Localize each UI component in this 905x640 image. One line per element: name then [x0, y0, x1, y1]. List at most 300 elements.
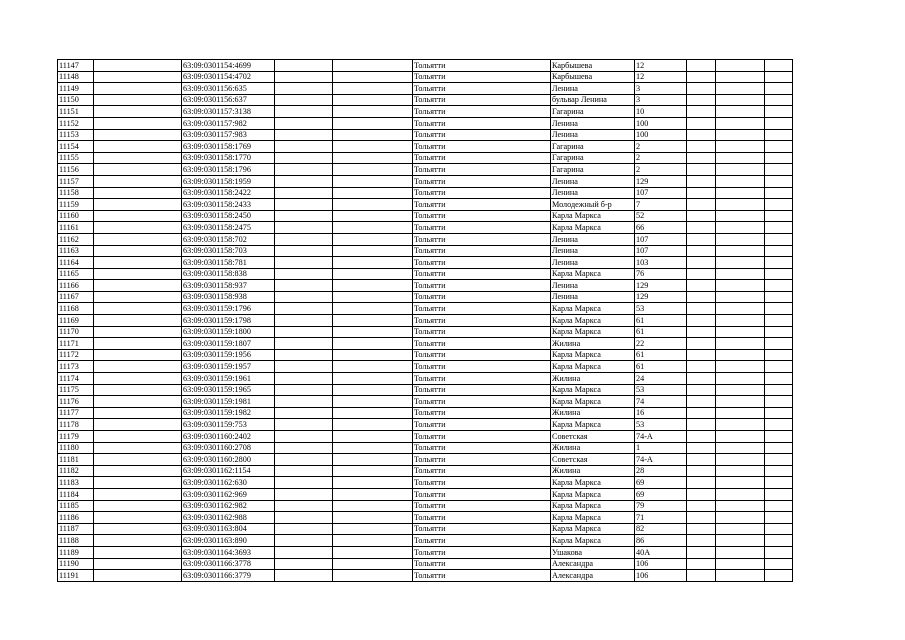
empty-cell	[333, 83, 413, 95]
empty-cell	[94, 106, 182, 118]
street-cell: Ленина	[551, 175, 635, 187]
empty-cell	[687, 268, 716, 280]
street-cell: Карла Маркса	[551, 477, 635, 489]
empty-cell	[716, 338, 765, 350]
empty-cell	[716, 280, 765, 292]
empty-cell	[333, 361, 413, 373]
empty-cell	[716, 546, 765, 558]
row-number-cell: 11170	[58, 326, 94, 338]
table-row	[58, 71, 793, 83]
empty-cell	[687, 419, 716, 431]
cadastral-number-cell: 63:09:0301157:3138	[182, 106, 275, 118]
city-cell: Тольятти	[413, 349, 551, 361]
street-cell: Карла Маркса	[551, 488, 635, 500]
city-cell: Тольятти	[413, 83, 551, 95]
cadastral-number-cell: 63:09:0301154:4699	[182, 60, 275, 72]
table-row	[58, 454, 793, 466]
empty-cell	[765, 71, 793, 83]
empty-cell	[333, 222, 413, 234]
house-number-cell: 2	[635, 152, 687, 164]
empty-cell	[275, 535, 333, 547]
empty-cell	[687, 199, 716, 211]
street-cell: Молодежный б-р	[551, 199, 635, 211]
row-number-cell: 11151	[58, 106, 94, 118]
empty-cell	[687, 454, 716, 466]
empty-cell	[765, 94, 793, 106]
empty-cell	[687, 222, 716, 234]
street-cell: Карла Маркса	[551, 535, 635, 547]
city-cell: Тольятти	[413, 280, 551, 292]
street-cell: Ленина	[551, 257, 635, 269]
city-cell: Тольятти	[413, 175, 551, 187]
row-number-cell: 11177	[58, 407, 94, 419]
table-row	[58, 361, 793, 373]
empty-cell	[716, 94, 765, 106]
cadastral-number-cell: 63:09:0301162:988	[182, 512, 275, 524]
street-cell: Карла Маркса	[551, 210, 635, 222]
street-cell: Ленина	[551, 233, 635, 245]
house-number-cell: 76	[635, 268, 687, 280]
empty-cell	[765, 233, 793, 245]
cadastral-number-cell: 63:09:0301164:3693	[182, 546, 275, 558]
empty-cell	[333, 152, 413, 164]
empty-cell	[275, 268, 333, 280]
empty-cell	[94, 477, 182, 489]
row-number-cell: 11176	[58, 396, 94, 408]
empty-cell	[94, 500, 182, 512]
row-number-cell: 11169	[58, 315, 94, 327]
row-number-cell: 11154	[58, 141, 94, 153]
empty-cell	[94, 245, 182, 257]
empty-cell	[716, 326, 765, 338]
empty-cell	[765, 175, 793, 187]
street-cell: Жилина	[551, 338, 635, 350]
empty-cell	[716, 303, 765, 315]
empty-cell	[765, 199, 793, 211]
empty-cell	[275, 222, 333, 234]
empty-cell	[94, 152, 182, 164]
empty-cell	[275, 512, 333, 524]
house-number-cell: 2	[635, 164, 687, 176]
empty-cell	[94, 465, 182, 477]
city-cell: Тольятти	[413, 373, 551, 385]
empty-cell	[765, 83, 793, 95]
empty-cell	[333, 291, 413, 303]
table-row	[58, 535, 793, 547]
empty-cell	[765, 512, 793, 524]
empty-cell	[687, 106, 716, 118]
empty-cell	[716, 384, 765, 396]
empty-cell	[333, 396, 413, 408]
empty-cell	[687, 500, 716, 512]
empty-cell	[94, 442, 182, 454]
cadastral-number-cell: 63:09:0301159:1956	[182, 349, 275, 361]
city-cell: Тольятти	[413, 535, 551, 547]
city-cell: Тольятти	[413, 488, 551, 500]
row-number-cell: 11156	[58, 164, 94, 176]
empty-cell	[765, 373, 793, 385]
empty-cell	[275, 94, 333, 106]
empty-cell	[765, 535, 793, 547]
city-cell: Тольятти	[413, 570, 551, 582]
empty-cell	[333, 570, 413, 582]
empty-cell	[94, 535, 182, 547]
city-cell: Тольятти	[413, 152, 551, 164]
city-cell: Тольятти	[413, 199, 551, 211]
house-number-cell: 74-А	[635, 431, 687, 443]
empty-cell	[687, 384, 716, 396]
empty-cell	[94, 94, 182, 106]
street-cell: Карла Маркса	[551, 384, 635, 396]
empty-cell	[275, 465, 333, 477]
row-number-cell: 11161	[58, 222, 94, 234]
empty-cell	[94, 257, 182, 269]
street-cell: Александра	[551, 558, 635, 570]
empty-cell	[765, 454, 793, 466]
row-number-cell: 11164	[58, 257, 94, 269]
table-row	[58, 141, 793, 153]
house-number-cell: 28	[635, 465, 687, 477]
empty-cell	[94, 199, 182, 211]
empty-cell	[275, 210, 333, 222]
empty-cell	[716, 442, 765, 454]
empty-cell	[275, 396, 333, 408]
row-number-cell: 11168	[58, 303, 94, 315]
empty-cell	[687, 407, 716, 419]
table-row	[58, 175, 793, 187]
empty-cell	[333, 407, 413, 419]
table-row	[58, 373, 793, 385]
street-cell: Карбышева	[551, 71, 635, 83]
empty-cell	[94, 141, 182, 153]
house-number-cell: 3	[635, 94, 687, 106]
empty-cell	[765, 280, 793, 292]
cadastral-number-cell: 63:09:0301159:753	[182, 419, 275, 431]
city-cell: Тольятти	[413, 117, 551, 129]
empty-cell	[687, 175, 716, 187]
empty-cell	[765, 431, 793, 443]
row-number-cell: 11163	[58, 245, 94, 257]
street-cell: Ленина	[551, 187, 635, 199]
city-cell: Тольятти	[413, 71, 551, 83]
empty-cell	[94, 326, 182, 338]
empty-cell	[94, 361, 182, 373]
table-row	[58, 546, 793, 558]
row-number-cell: 11185	[58, 500, 94, 512]
cadastral-number-cell: 63:09:0301162:982	[182, 500, 275, 512]
empty-cell	[333, 431, 413, 443]
empty-cell	[687, 280, 716, 292]
empty-cell	[333, 187, 413, 199]
empty-cell	[275, 407, 333, 419]
row-number-cell: 11148	[58, 71, 94, 83]
street-cell: Гагарина	[551, 152, 635, 164]
empty-cell	[275, 233, 333, 245]
house-number-cell: 12	[635, 60, 687, 72]
empty-cell	[275, 303, 333, 315]
cadastral-number-cell: 63:09:0301159:1981	[182, 396, 275, 408]
table-body	[58, 60, 793, 582]
row-number-cell: 11180	[58, 442, 94, 454]
cadastral-number-cell: 63:09:0301158:2475	[182, 222, 275, 234]
empty-cell	[687, 396, 716, 408]
empty-cell	[716, 210, 765, 222]
empty-cell	[333, 500, 413, 512]
empty-cell	[275, 141, 333, 153]
street-cell: Гагарина	[551, 106, 635, 118]
house-number-cell: 66	[635, 222, 687, 234]
empty-cell	[765, 442, 793, 454]
empty-cell	[94, 303, 182, 315]
empty-cell	[716, 152, 765, 164]
empty-cell	[687, 570, 716, 582]
cadastral-number-cell: 63:09:0301159:1807	[182, 338, 275, 350]
empty-cell	[94, 315, 182, 327]
empty-cell	[275, 257, 333, 269]
empty-cell	[716, 396, 765, 408]
empty-cell	[765, 152, 793, 164]
cadastral-number-cell: 63:09:0301158:938	[182, 291, 275, 303]
empty-cell	[94, 349, 182, 361]
street-cell: Жилина	[551, 373, 635, 385]
house-number-cell: 2	[635, 141, 687, 153]
row-number-cell: 11182	[58, 465, 94, 477]
row-number-cell: 11188	[58, 535, 94, 547]
empty-cell	[716, 164, 765, 176]
row-number-cell: 11159	[58, 199, 94, 211]
table-row	[58, 396, 793, 408]
empty-cell	[687, 465, 716, 477]
street-cell: Ленина	[551, 245, 635, 257]
cadastral-number-cell: 63:09:0301158:937	[182, 280, 275, 292]
empty-cell	[94, 407, 182, 419]
table-row	[58, 570, 793, 582]
house-number-cell: 100	[635, 129, 687, 141]
street-cell: Жилина	[551, 407, 635, 419]
empty-cell	[765, 210, 793, 222]
city-cell: Тольятти	[413, 407, 551, 419]
table-row	[58, 326, 793, 338]
table-row	[58, 558, 793, 570]
empty-cell	[716, 465, 765, 477]
city-cell: Тольятти	[413, 465, 551, 477]
data-table	[57, 59, 793, 582]
empty-cell	[687, 477, 716, 489]
empty-cell	[275, 164, 333, 176]
empty-cell	[687, 512, 716, 524]
house-number-cell: 79	[635, 500, 687, 512]
empty-cell	[765, 407, 793, 419]
row-number-cell: 11183	[58, 477, 94, 489]
empty-cell	[687, 442, 716, 454]
row-number-cell: 11184	[58, 488, 94, 500]
table-row	[58, 245, 793, 257]
empty-cell	[94, 222, 182, 234]
house-number-cell: 61	[635, 349, 687, 361]
empty-cell	[333, 477, 413, 489]
empty-cell	[716, 199, 765, 211]
empty-cell	[687, 431, 716, 443]
empty-cell	[687, 338, 716, 350]
empty-cell	[716, 407, 765, 419]
empty-cell	[333, 233, 413, 245]
empty-cell	[716, 535, 765, 547]
street-cell: Советская	[551, 454, 635, 466]
row-number-cell: 11181	[58, 454, 94, 466]
empty-cell	[94, 175, 182, 187]
house-number-cell: 82	[635, 523, 687, 535]
house-number-cell: 103	[635, 257, 687, 269]
cadastral-number-cell: 63:09:0301156:637	[182, 94, 275, 106]
empty-cell	[333, 117, 413, 129]
house-number-cell: 22	[635, 338, 687, 350]
empty-cell	[333, 512, 413, 524]
empty-cell	[687, 141, 716, 153]
empty-cell	[275, 338, 333, 350]
city-cell: Тольятти	[413, 523, 551, 535]
empty-cell	[333, 384, 413, 396]
empty-cell	[716, 60, 765, 72]
cadastral-number-cell: 63:09:0301159:1982	[182, 407, 275, 419]
empty-cell	[333, 454, 413, 466]
empty-cell	[716, 431, 765, 443]
street-cell: Карла Маркса	[551, 419, 635, 431]
table-row	[58, 222, 793, 234]
empty-cell	[765, 60, 793, 72]
empty-cell	[333, 280, 413, 292]
row-number-cell: 11187	[58, 523, 94, 535]
city-cell: Тольятти	[413, 164, 551, 176]
table-row	[58, 465, 793, 477]
empty-cell	[765, 570, 793, 582]
empty-cell	[765, 187, 793, 199]
city-cell: Тольятти	[413, 106, 551, 118]
empty-cell	[94, 117, 182, 129]
cadastral-number-cell: 63:09:0301158:702	[182, 233, 275, 245]
empty-cell	[333, 523, 413, 535]
city-cell: Тольятти	[413, 291, 551, 303]
house-number-cell: 3	[635, 83, 687, 95]
empty-cell	[94, 164, 182, 176]
empty-cell	[765, 546, 793, 558]
house-number-cell: 16	[635, 407, 687, 419]
city-cell: Тольятти	[413, 303, 551, 315]
empty-cell	[716, 222, 765, 234]
empty-cell	[716, 117, 765, 129]
table-row	[58, 106, 793, 118]
empty-cell	[275, 558, 333, 570]
empty-cell	[94, 396, 182, 408]
empty-cell	[716, 315, 765, 327]
house-number-cell: 74	[635, 396, 687, 408]
cadastral-number-cell: 63:09:0301158:1796	[182, 164, 275, 176]
empty-cell	[94, 83, 182, 95]
empty-cell	[333, 315, 413, 327]
row-number-cell: 11174	[58, 373, 94, 385]
street-cell: Карла Маркса	[551, 361, 635, 373]
row-number-cell: 11190	[58, 558, 94, 570]
empty-cell	[687, 546, 716, 558]
street-cell: Ленина	[551, 129, 635, 141]
empty-cell	[333, 94, 413, 106]
house-number-cell: 40А	[635, 546, 687, 558]
row-number-cell: 11165	[58, 268, 94, 280]
row-number-cell: 11175	[58, 384, 94, 396]
street-cell: Карла Маркса	[551, 222, 635, 234]
city-cell: Тольятти	[413, 94, 551, 106]
empty-cell	[687, 558, 716, 570]
empty-cell	[687, 164, 716, 176]
empty-cell	[333, 60, 413, 72]
empty-cell	[716, 233, 765, 245]
empty-cell	[687, 361, 716, 373]
row-number-cell: 11167	[58, 291, 94, 303]
street-cell: Гагарина	[551, 141, 635, 153]
house-number-cell: 69	[635, 488, 687, 500]
empty-cell	[333, 303, 413, 315]
street-cell: Александра	[551, 570, 635, 582]
empty-cell	[765, 488, 793, 500]
empty-cell	[765, 245, 793, 257]
house-number-cell: 100	[635, 117, 687, 129]
empty-cell	[716, 141, 765, 153]
cadastral-number-cell: 63:09:0301159:1798	[182, 315, 275, 327]
cadastral-number-cell: 63:09:0301158:2450	[182, 210, 275, 222]
house-number-cell: 61	[635, 326, 687, 338]
empty-cell	[275, 349, 333, 361]
city-cell: Тольятти	[413, 210, 551, 222]
house-number-cell: 53	[635, 303, 687, 315]
street-cell: Жилина	[551, 465, 635, 477]
city-cell: Тольятти	[413, 245, 551, 257]
empty-cell	[765, 338, 793, 350]
table-row	[58, 83, 793, 95]
empty-cell	[275, 315, 333, 327]
cadastral-number-cell: 63:09:0301166:3779	[182, 570, 275, 582]
empty-cell	[94, 558, 182, 570]
cadastral-number-cell: 63:09:0301162:630	[182, 477, 275, 489]
row-number-cell: 11155	[58, 152, 94, 164]
empty-cell	[765, 396, 793, 408]
empty-cell	[275, 280, 333, 292]
cadastral-number-cell: 63:09:0301158:781	[182, 257, 275, 269]
empty-cell	[716, 512, 765, 524]
empty-cell	[687, 60, 716, 72]
street-cell: Ленина	[551, 83, 635, 95]
house-number-cell: 1	[635, 442, 687, 454]
cadastral-number-cell: 63:09:0301158:2433	[182, 199, 275, 211]
table-row	[58, 280, 793, 292]
empty-cell	[765, 315, 793, 327]
cadastral-number-cell: 63:09:0301160:2708	[182, 442, 275, 454]
empty-cell	[333, 558, 413, 570]
cadastral-number-cell: 63:09:0301158:838	[182, 268, 275, 280]
empty-cell	[333, 488, 413, 500]
empty-cell	[765, 349, 793, 361]
house-number-cell: 129	[635, 291, 687, 303]
empty-cell	[94, 512, 182, 524]
cadastral-number-cell: 63:09:0301159:1957	[182, 361, 275, 373]
empty-cell	[333, 326, 413, 338]
house-number-cell: 74-А	[635, 454, 687, 466]
table-row	[58, 187, 793, 199]
cadastral-number-cell: 63:09:0301158:2422	[182, 187, 275, 199]
empty-cell	[333, 129, 413, 141]
city-cell: Тольятти	[413, 338, 551, 350]
empty-cell	[716, 349, 765, 361]
street-cell: Карла Маркса	[551, 500, 635, 512]
empty-cell	[94, 454, 182, 466]
